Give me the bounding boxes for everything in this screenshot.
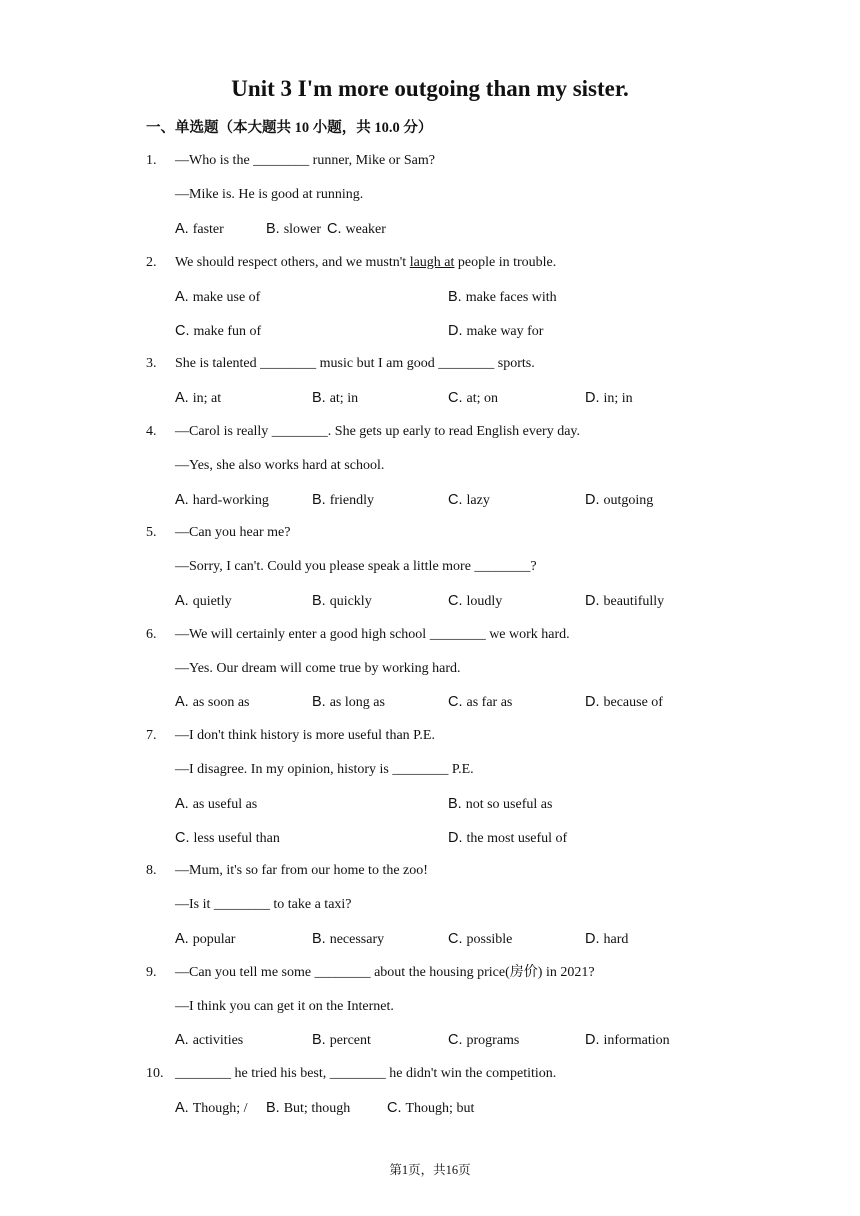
option-a: A. hard-working [175, 492, 269, 508]
question-number: 5. [146, 525, 157, 540]
question-response: —Is it ________ to take a taxi? [175, 897, 352, 912]
question-number: 6. [146, 627, 157, 642]
question-stem: —Can you tell me some ________ about the housing price(房价) in 2021? [175, 965, 595, 980]
option-c: C. weaker [327, 221, 386, 237]
option-a: A. in; at [175, 390, 222, 406]
question-stem: —I don't think history is more useful than P.E. [175, 728, 435, 743]
option-b: B. slower [266, 221, 322, 237]
question-stem: We should respect others, and we mustn't laugh at people in trouble. [175, 255, 557, 270]
option-b: B. quickly [312, 593, 372, 609]
option-d: D. beautifully [585, 593, 665, 609]
question-stem: —Carol is really ________. She gets up early to read English every day. [175, 424, 580, 439]
question-stem: —Mum, it's so far from our home to the zoo! [175, 863, 428, 878]
option-b: B. at; in [312, 390, 359, 406]
option-c: C. possible [448, 931, 513, 947]
page-title: Unit 3 I'm more outgoing than my sister. [231, 76, 629, 101]
question-response: —Sorry, I can't. Could you please speak a little more ________? [175, 559, 537, 574]
option-b: B. percent [312, 1032, 371, 1048]
option-d: D. in; in [585, 390, 633, 406]
option-c: C. less useful than [175, 830, 280, 846]
option-b: B. friendly [312, 492, 375, 508]
option-c: C. loudly [448, 593, 503, 609]
question-number: 4. [146, 424, 157, 439]
option-a: A. faster [175, 221, 224, 237]
question-stem: ________ he tried his best, ________ he didn't win the competition. [175, 1066, 557, 1081]
option-b: B. make faces with [448, 289, 557, 305]
question-number: 1. [146, 153, 157, 168]
question-response: —Mike is. He is good at running. [175, 187, 364, 202]
option-d: D. make way for [448, 323, 544, 339]
option-a: A. as useful as [175, 796, 258, 812]
question-stem: —We will certainly enter a good high school ________ we work hard. [175, 627, 570, 642]
option-d: D. outgoing [585, 492, 654, 508]
question-response: —I disagree. In my opinion, history is ________ P.E. [175, 762, 474, 777]
option-a: A. as soon as [175, 694, 250, 710]
question-response: —I think you can get it on the Internet. [175, 999, 394, 1014]
option-c: C. lazy [448, 492, 490, 508]
option-d: D. because of [585, 694, 663, 710]
option-a: A. quietly [175, 593, 232, 609]
question-stem: —Can you hear me? [175, 525, 291, 540]
option-c: C. as far as [448, 694, 513, 710]
option-c: C. at; on [448, 390, 498, 406]
question-stem: —Who is the ________ runner, Mike or Sam? [175, 153, 435, 168]
question-number: 10. [146, 1066, 164, 1081]
option-b: B. as long as [312, 694, 385, 710]
section-heading: 一、单选题（本大题共 10 小题，共 10.0 分） [146, 120, 433, 136]
page-footer: 第1页，共16页 [389, 1163, 471, 1177]
underlined-phrase: laugh at [409, 255, 455, 270]
option-a: A. popular [175, 931, 236, 947]
option-c: C. make fun of [175, 323, 262, 339]
question-number: 2. [146, 255, 157, 270]
option-b: B. necessary [312, 931, 385, 947]
option-d: D. hard [585, 931, 629, 947]
option-a: A. make use of [175, 289, 261, 305]
question-response: —Yes. Our dream will come true by working hard. [175, 661, 461, 676]
option-d: D. information [585, 1032, 670, 1048]
question-number: 7. [146, 728, 157, 743]
question-response: —Yes, she also works hard at school. [175, 458, 385, 473]
option-d: D. the most useful of [448, 830, 568, 846]
option-a: A. activities [175, 1032, 244, 1048]
option-b: B. But; though [266, 1100, 351, 1116]
question-number: 9. [146, 965, 157, 980]
question-stem: She is talented ________ music but I am good ________ sports. [175, 356, 535, 371]
option-c: C. Though; but [387, 1100, 475, 1116]
option-a: A. Though; / [175, 1100, 248, 1116]
question-number: 8. [146, 863, 157, 878]
question-number: 3. [146, 356, 157, 371]
option-c: C. programs [448, 1032, 520, 1048]
option-b: B. not so useful as [448, 796, 553, 812]
